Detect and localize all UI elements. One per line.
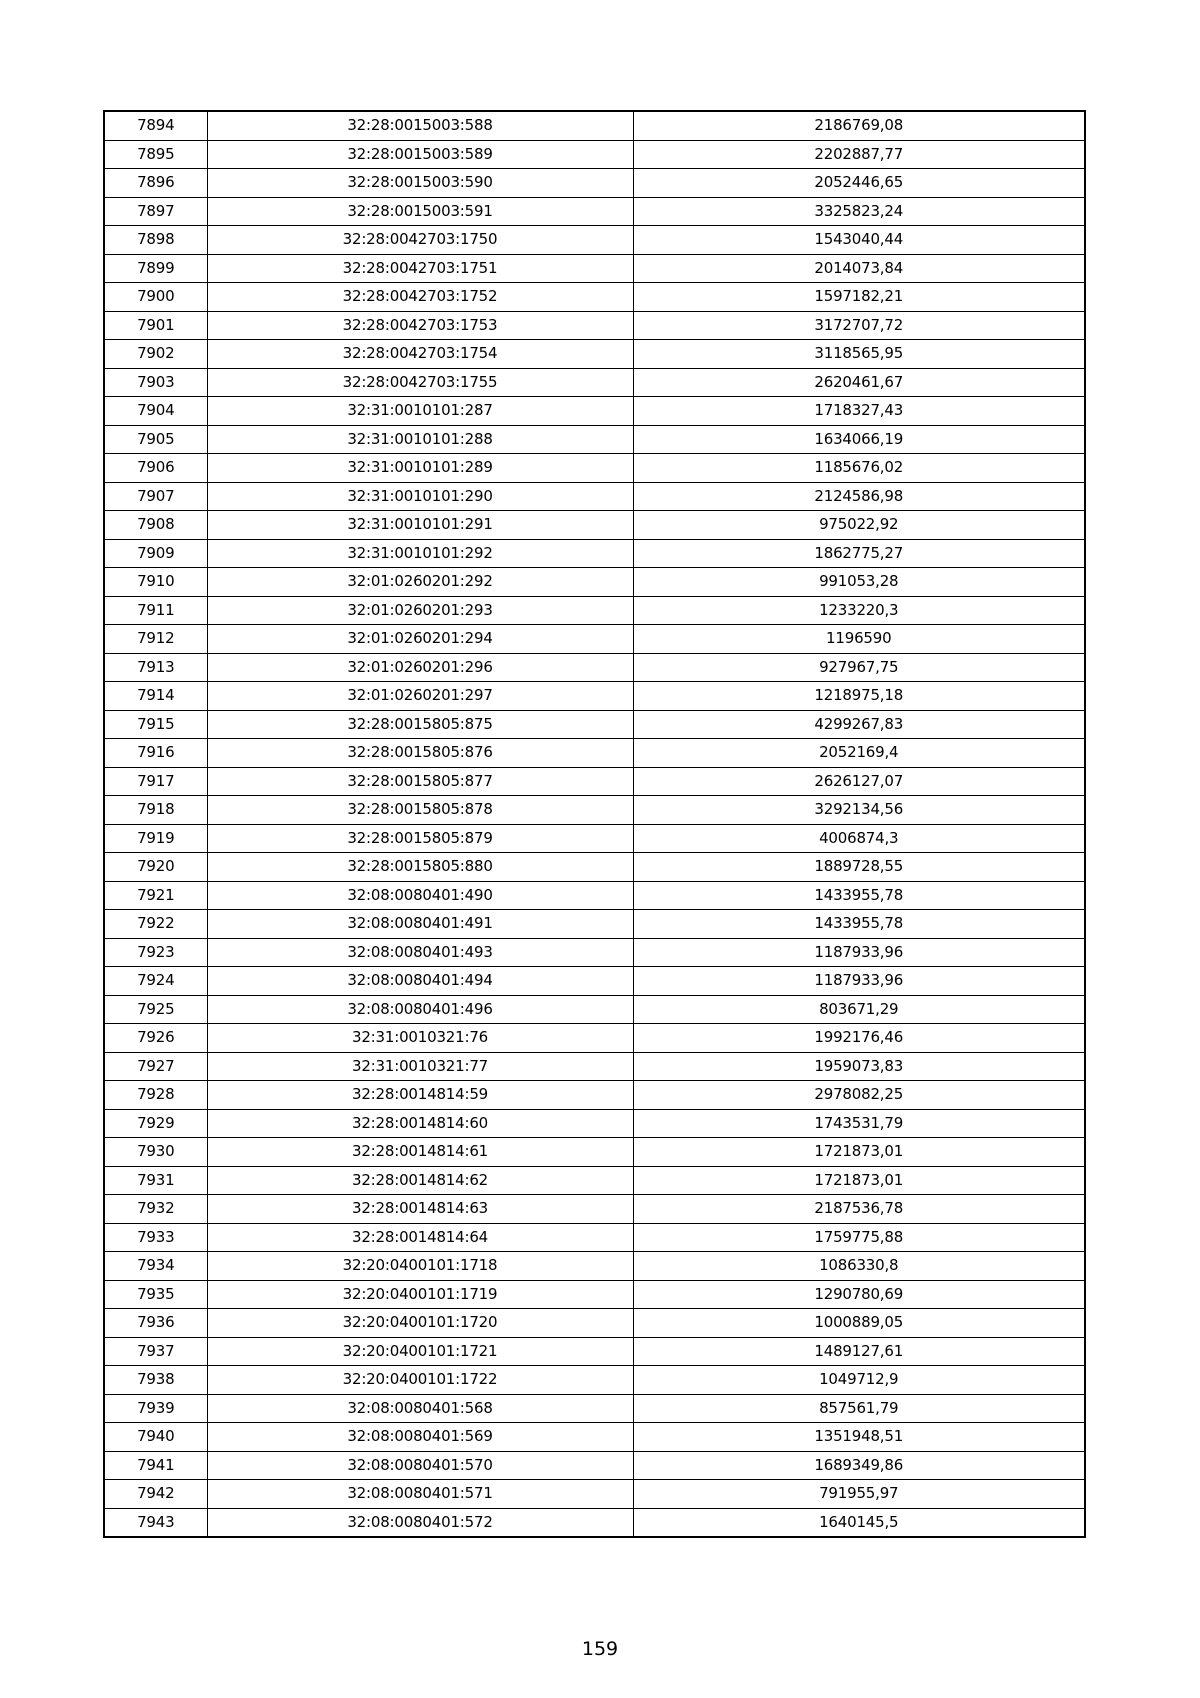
table-row — [104, 596, 1085, 625]
value-cell: 2626127,07 — [633, 767, 1085, 796]
table-row — [104, 995, 1085, 1024]
table-row — [104, 767, 1085, 796]
value-cell: 2978082,25 — [633, 1081, 1085, 1110]
value-cell: 975022,92 — [633, 511, 1085, 540]
row-index-cell: 7919 — [104, 824, 207, 853]
table-row — [104, 1366, 1085, 1395]
value-cell: 1759775,88 — [633, 1223, 1085, 1252]
value-cell: 1187933,96 — [633, 938, 1085, 967]
row-index-cell: 7899 — [104, 254, 207, 283]
cadastral-number-cell: 32:28:0015805:877 — [207, 767, 633, 796]
cadastral-number-cell: 32:28:0015003:591 — [207, 197, 633, 226]
value-cell: 1049712,9 — [633, 1366, 1085, 1395]
value-cell: 1185676,02 — [633, 454, 1085, 483]
table-row — [104, 397, 1085, 426]
value-cell: 1196590 — [633, 625, 1085, 654]
cadastral-number-cell: 32:28:0015003:588 — [207, 111, 633, 140]
table-row — [104, 1052, 1085, 1081]
table-row — [104, 169, 1085, 198]
row-index-cell: 7913 — [104, 653, 207, 682]
row-index-cell: 7917 — [104, 767, 207, 796]
table-row — [104, 425, 1085, 454]
value-cell: 927967,75 — [633, 653, 1085, 682]
row-index-cell: 7910 — [104, 568, 207, 597]
value-cell: 3325823,24 — [633, 197, 1085, 226]
row-index-cell: 7922 — [104, 910, 207, 939]
cadastral-number-cell: 32:08:0080401:496 — [207, 995, 633, 1024]
value-cell: 803671,29 — [633, 995, 1085, 1024]
value-cell: 1634066,19 — [633, 425, 1085, 454]
table-row — [104, 881, 1085, 910]
cadastral-number-cell: 32:01:0260201:296 — [207, 653, 633, 682]
table-row — [104, 1195, 1085, 1224]
table-row — [104, 1166, 1085, 1195]
cadastral-number-cell: 32:08:0080401:494 — [207, 967, 633, 996]
cadastral-number-cell: 32:28:0015805:879 — [207, 824, 633, 853]
table-row — [104, 1252, 1085, 1281]
table-row — [104, 1280, 1085, 1309]
value-cell: 1187933,96 — [633, 967, 1085, 996]
value-cell: 2014073,84 — [633, 254, 1085, 283]
row-index-cell: 7894 — [104, 111, 207, 140]
row-index-cell: 7912 — [104, 625, 207, 654]
row-index-cell: 7923 — [104, 938, 207, 967]
row-index-cell: 7934 — [104, 1252, 207, 1281]
row-index-cell: 7937 — [104, 1337, 207, 1366]
cadastral-number-cell: 32:20:0400101:1718 — [207, 1252, 633, 1281]
table-row — [104, 1223, 1085, 1252]
table-row — [104, 1337, 1085, 1366]
value-cell: 1597182,21 — [633, 283, 1085, 312]
table-row — [104, 1508, 1085, 1537]
row-index-cell: 7911 — [104, 596, 207, 625]
row-index-cell: 7895 — [104, 140, 207, 169]
value-cell: 1290780,69 — [633, 1280, 1085, 1309]
row-index-cell: 7925 — [104, 995, 207, 1024]
value-cell: 1489127,61 — [633, 1337, 1085, 1366]
value-cell: 2124586,98 — [633, 482, 1085, 511]
row-index-cell: 7903 — [104, 368, 207, 397]
table-row — [104, 938, 1085, 967]
value-cell: 1233220,3 — [633, 596, 1085, 625]
cadastral-number-cell: 32:28:0015805:876 — [207, 739, 633, 768]
cadastral-number-cell: 32:28:0015003:589 — [207, 140, 633, 169]
table-row — [104, 568, 1085, 597]
value-cell: 4006874,3 — [633, 824, 1085, 853]
table-row — [104, 1309, 1085, 1338]
row-index-cell: 7942 — [104, 1480, 207, 1509]
cadastral-number-cell: 32:28:0014814:59 — [207, 1081, 633, 1110]
row-index-cell: 7897 — [104, 197, 207, 226]
row-index-cell: 7939 — [104, 1394, 207, 1423]
table-row — [104, 197, 1085, 226]
value-cell: 2187536,78 — [633, 1195, 1085, 1224]
cadastral-number-cell: 32:31:0010101:287 — [207, 397, 633, 426]
row-index-cell: 7908 — [104, 511, 207, 540]
value-cell: 2052446,65 — [633, 169, 1085, 198]
table-row — [104, 967, 1085, 996]
cadastral-number-cell: 32:28:0042703:1753 — [207, 311, 633, 340]
row-index-cell: 7906 — [104, 454, 207, 483]
table-row — [104, 853, 1085, 882]
table-row — [104, 1081, 1085, 1110]
value-cell: 1743531,79 — [633, 1109, 1085, 1138]
value-cell: 1718327,43 — [633, 397, 1085, 426]
table-row — [104, 625, 1085, 654]
table-body — [104, 111, 1085, 1537]
table-row — [104, 511, 1085, 540]
table-row — [104, 340, 1085, 369]
cadastral-number-cell: 32:31:0010321:77 — [207, 1052, 633, 1081]
row-index-cell: 7920 — [104, 853, 207, 882]
cadastral-number-cell: 32:08:0080401:569 — [207, 1423, 633, 1452]
value-cell: 857561,79 — [633, 1394, 1085, 1423]
value-cell: 1086330,8 — [633, 1252, 1085, 1281]
row-index-cell: 7905 — [104, 425, 207, 454]
cadastral-number-cell: 32:01:0260201:294 — [207, 625, 633, 654]
row-index-cell: 7929 — [104, 1109, 207, 1138]
table-row — [104, 1024, 1085, 1053]
row-index-cell: 7936 — [104, 1309, 207, 1338]
row-index-cell: 7914 — [104, 682, 207, 711]
table-row — [104, 482, 1085, 511]
cadastral-number-cell: 32:28:0015003:590 — [207, 169, 633, 198]
table-row — [104, 710, 1085, 739]
table-row — [104, 539, 1085, 568]
value-cell: 1862775,27 — [633, 539, 1085, 568]
row-index-cell: 7907 — [104, 482, 207, 511]
value-cell: 791955,97 — [633, 1480, 1085, 1509]
value-cell: 1721873,01 — [633, 1166, 1085, 1195]
table-row — [104, 824, 1085, 853]
cadastral-number-cell: 32:28:0042703:1755 — [207, 368, 633, 397]
page-number: 159 — [581, 1638, 619, 1660]
value-cell: 2620461,67 — [633, 368, 1085, 397]
value-cell: 1218975,18 — [633, 682, 1085, 711]
table-row — [104, 1451, 1085, 1480]
value-cell: 1433955,78 — [633, 910, 1085, 939]
table-row — [104, 283, 1085, 312]
cadastral-number-cell: 32:08:0080401:568 — [207, 1394, 633, 1423]
table-row — [104, 368, 1085, 397]
cadastral-number-cell: 32:08:0080401:490 — [207, 881, 633, 910]
value-cell: 1721873,01 — [633, 1138, 1085, 1167]
table-row — [104, 1394, 1085, 1423]
value-cell: 2186769,08 — [633, 111, 1085, 140]
row-index-cell: 7896 — [104, 169, 207, 198]
cadastral-number-cell: 32:28:0042703:1752 — [207, 283, 633, 312]
value-cell: 1351948,51 — [633, 1423, 1085, 1452]
row-index-cell: 7928 — [104, 1081, 207, 1110]
cadastral-number-cell: 32:31:0010101:288 — [207, 425, 633, 454]
row-index-cell: 7898 — [104, 226, 207, 255]
cadastral-number-cell: 32:08:0080401:491 — [207, 910, 633, 939]
value-cell: 2052169,4 — [633, 739, 1085, 768]
cadastral-number-cell: 32:01:0260201:293 — [207, 596, 633, 625]
row-index-cell: 7918 — [104, 796, 207, 825]
value-cell: 4299267,83 — [633, 710, 1085, 739]
value-cell: 1640145,5 — [633, 1508, 1085, 1537]
value-cell: 1689349,86 — [633, 1451, 1085, 1480]
cadastral-number-cell: 32:28:0042703:1754 — [207, 340, 633, 369]
cadastral-number-cell: 32:28:0015805:878 — [207, 796, 633, 825]
value-cell: 1000889,05 — [633, 1309, 1085, 1338]
table-row — [104, 254, 1085, 283]
cadastral-number-cell: 32:28:0014814:62 — [207, 1166, 633, 1195]
table-row — [104, 111, 1085, 140]
table-row — [104, 1138, 1085, 1167]
table-row — [104, 682, 1085, 711]
table-row — [104, 653, 1085, 682]
cadastral-number-cell: 32:28:0014814:63 — [207, 1195, 633, 1224]
cadastral-number-cell: 32:08:0080401:572 — [207, 1508, 633, 1537]
cadastral-number-cell: 32:28:0014814:61 — [207, 1138, 633, 1167]
cadastral-number-cell: 32:08:0080401:571 — [207, 1480, 633, 1509]
cadastral-number-cell: 32:20:0400101:1719 — [207, 1280, 633, 1309]
row-index-cell: 7902 — [104, 340, 207, 369]
cadastral-number-cell: 32:28:0014814:64 — [207, 1223, 633, 1252]
cadastral-number-cell: 32:01:0260201:297 — [207, 682, 633, 711]
table-row — [104, 1480, 1085, 1509]
cadastral-number-cell: 32:01:0260201:292 — [207, 568, 633, 597]
row-index-cell: 7926 — [104, 1024, 207, 1053]
value-cell: 3118565,95 — [633, 340, 1085, 369]
row-index-cell: 7943 — [104, 1508, 207, 1537]
row-index-cell: 7909 — [104, 539, 207, 568]
row-index-cell: 7938 — [104, 1366, 207, 1395]
value-cell: 991053,28 — [633, 568, 1085, 597]
row-index-cell: 7901 — [104, 311, 207, 340]
row-index-cell: 7940 — [104, 1423, 207, 1452]
row-index-cell: 7900 — [104, 283, 207, 312]
cadastral-number-cell: 32:28:0042703:1750 — [207, 226, 633, 255]
value-cell: 1543040,44 — [633, 226, 1085, 255]
row-index-cell: 7941 — [104, 1451, 207, 1480]
row-index-cell: 7935 — [104, 1280, 207, 1309]
value-cell: 2202887,77 — [633, 140, 1085, 169]
cadastral-number-cell: 32:20:0400101:1720 — [207, 1309, 633, 1338]
cadastral-number-cell: 32:08:0080401:570 — [207, 1451, 633, 1480]
row-index-cell: 7932 — [104, 1195, 207, 1224]
cadastral-number-cell: 32:31:0010321:76 — [207, 1024, 633, 1053]
table-row — [104, 796, 1085, 825]
table-row — [104, 1109, 1085, 1138]
value-cell: 1959073,83 — [633, 1052, 1085, 1081]
table-row — [104, 311, 1085, 340]
cadastral-number-cell: 32:08:0080401:493 — [207, 938, 633, 967]
value-cell: 3292134,56 — [633, 796, 1085, 825]
row-index-cell: 7930 — [104, 1138, 207, 1167]
cadastral-number-cell: 32:31:0010101:289 — [207, 454, 633, 483]
value-cell: 1889728,55 — [633, 853, 1085, 882]
row-index-cell: 7924 — [104, 967, 207, 996]
cadastral-number-cell: 32:28:0015805:875 — [207, 710, 633, 739]
row-index-cell: 7933 — [104, 1223, 207, 1252]
cadastral-number-cell: 32:28:0042703:1751 — [207, 254, 633, 283]
table-row — [104, 140, 1085, 169]
cadastral-number-cell: 32:31:0010101:290 — [207, 482, 633, 511]
row-index-cell: 7927 — [104, 1052, 207, 1081]
value-cell: 3172707,72 — [633, 311, 1085, 340]
cadastral-number-cell: 32:20:0400101:1721 — [207, 1337, 633, 1366]
cadastral-number-cell: 32:28:0014814:60 — [207, 1109, 633, 1138]
row-index-cell: 7916 — [104, 739, 207, 768]
cadastral-number-cell: 32:31:0010101:291 — [207, 511, 633, 540]
row-index-cell: 7931 — [104, 1166, 207, 1195]
cadastral-value-table — [103, 110, 1086, 1538]
row-index-cell: 7904 — [104, 397, 207, 426]
table-row — [104, 910, 1085, 939]
row-index-cell: 7921 — [104, 881, 207, 910]
cadastral-number-cell: 32:28:0015805:880 — [207, 853, 633, 882]
value-cell: 1433955,78 — [633, 881, 1085, 910]
table-row — [104, 739, 1085, 768]
table-row — [104, 454, 1085, 483]
cadastral-number-cell: 32:31:0010101:292 — [207, 539, 633, 568]
row-index-cell: 7915 — [104, 710, 207, 739]
table-row — [104, 1423, 1085, 1452]
cadastral-number-cell: 32:20:0400101:1722 — [207, 1366, 633, 1395]
table-row — [104, 226, 1085, 255]
value-cell: 1992176,46 — [633, 1024, 1085, 1053]
